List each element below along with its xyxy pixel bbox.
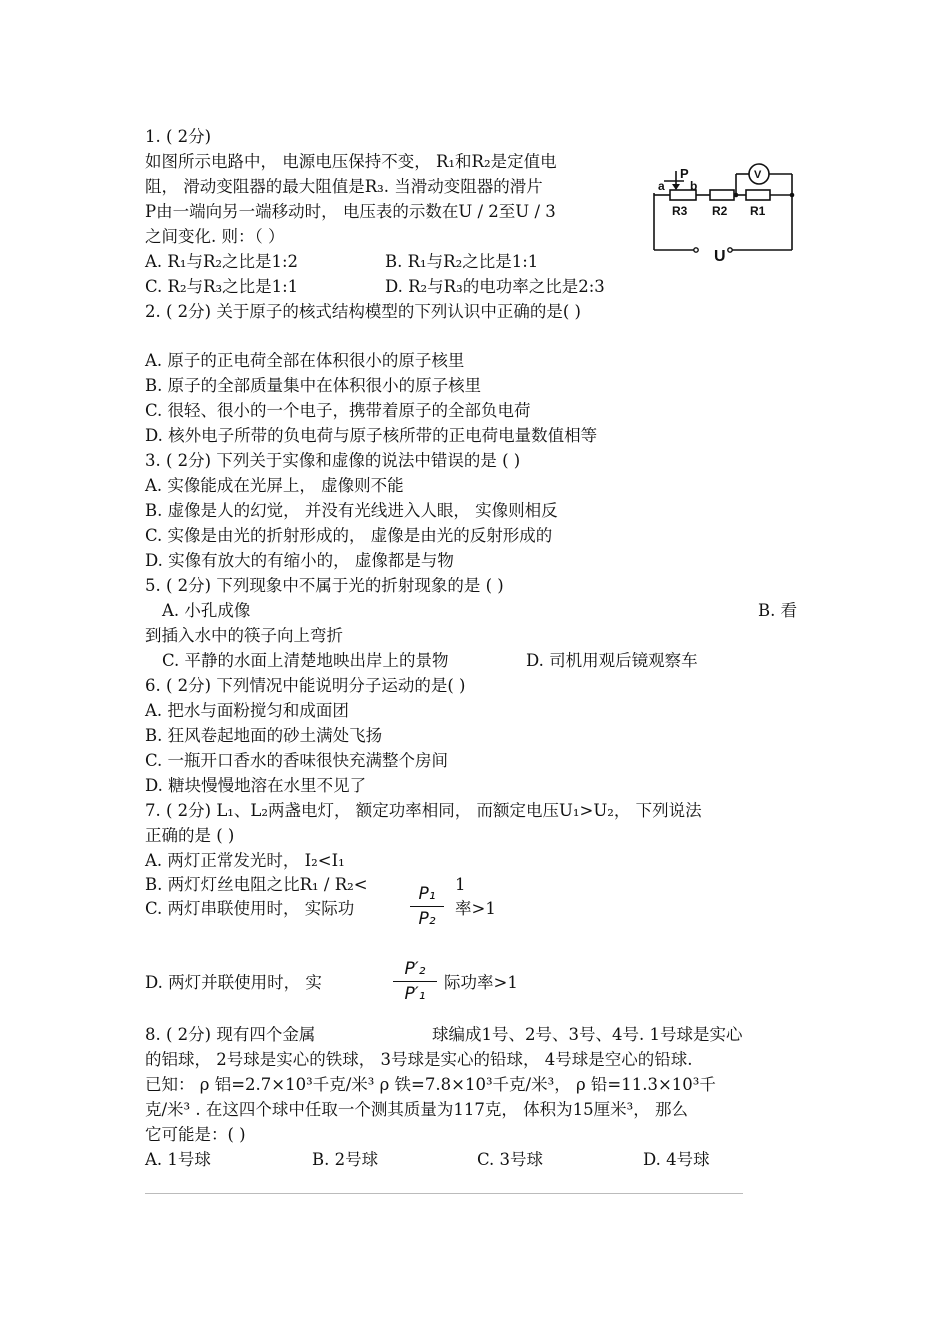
- q6-option-a: A. 把水与面粉搅匀和成面团: [145, 701, 349, 720]
- q3-option-b: B. 虚像是人的幻觉， 并没有光线进入人眼， 实像则相反: [145, 501, 558, 520]
- q7-option-a: A. 两灯正常发光时， I₂<I₁: [145, 851, 345, 870]
- q7-fraction-d: [393, 959, 437, 1004]
- q8-option-a: A. 1号球: [145, 1150, 211, 1169]
- label-a: a: [658, 179, 665, 193]
- q1-option-b: B. R₁与R₂之比是1:1: [385, 252, 539, 271]
- q2-option-d: D. 核外电子所带的负电荷与原子核所带的正电荷电量数值相等: [145, 426, 598, 445]
- q1-option-d: D. R₂与R₃的电功率之比是2:3: [385, 277, 605, 296]
- q7-option-b-value: 1: [455, 875, 466, 894]
- q7-text-line-2: 正确的是 ( ): [145, 826, 235, 845]
- q5-option-d: D. 司机用观后镜观察车: [526, 651, 698, 670]
- q3-option-d: D. 实像有放大的有缩小的， 虚像都是与物: [145, 551, 454, 570]
- q1-text-line-2: 阻， 滑动变阻器的最大阻值是R₃. 当滑动变阻器的滑片: [145, 177, 543, 196]
- q7-fraction-c: [410, 884, 444, 929]
- q8-option-b: B. 2号球: [312, 1150, 379, 1169]
- q6-heading: 6. ( 2分) 下列情况中能说明分子运动的是( ): [145, 676, 466, 695]
- q5-option-b-end: 到插入水中的筷子向上弯折: [145, 626, 343, 645]
- q7-heading: 7. ( 2分) L₁、L₂两盏电灯， 额定功率相同， 而额定电压U₁>U₂， 下列说法: [145, 801, 702, 820]
- q1-text-line-1: 如图所示电路中， 电源电压保持不变， R₁和R₂是定值电: [145, 152, 557, 171]
- q7-fraction-d-denominator: P′₁: [404, 984, 426, 1004]
- q8-text-line-2: 的铝球， 2号球是实心的铁球， 3号球是实心的铅球， 4号球是空心的铅球.: [145, 1050, 693, 1069]
- label-b: b: [690, 179, 698, 193]
- q7-fraction-d-numerator: P′₂: [404, 959, 426, 979]
- q6-option-c: C. 一瓶开口香水的香味很快充满整个房间: [145, 751, 449, 770]
- label-u: U: [714, 248, 726, 265]
- q1-text-line-3: P由一端向另一端移动时， 电压表的示数在U / 2至U / 3: [145, 202, 556, 221]
- circuit-diagram: [650, 155, 800, 270]
- q8-text-line-4: 克/米³ . 在这四个球中任取一个测其质量为117克， 体积为15厘米³， 那么: [145, 1100, 689, 1119]
- q1-option-a: A. R₁与R₂之比是1:2: [145, 252, 299, 271]
- q1-text-line-4: 之间变化. 则：（ ）: [145, 227, 285, 246]
- label-r2: R2: [712, 204, 728, 218]
- q2-option-a: A. 原子的正电荷全部在体积很小的原子核里: [145, 351, 465, 370]
- q5-option-c: C. 平静的水面上清楚地映出岸上的景物: [162, 651, 449, 670]
- q8-heading-right: 球编成1号、2号、3号、4号. 1号球是实心: [432, 1025, 743, 1044]
- q7-fraction-c-numerator: P₁: [418, 884, 436, 904]
- q7-option-d-left: D. 两灯并联使用时， 实: [145, 973, 322, 992]
- q8-option-c: C. 3号球: [477, 1150, 544, 1169]
- q1-option-c: C. R₂与R₃之比是1:1: [145, 277, 299, 296]
- resistor-r1: [746, 190, 770, 200]
- q8-text-line-5: 它可能是：( ): [145, 1125, 246, 1144]
- q2-heading: 2. ( 2分) 关于原子的核式结构模型的下列认识中正确的是( ): [145, 302, 581, 321]
- q7-option-d-right: 际功率>1: [444, 973, 518, 992]
- resistor-r2: [710, 190, 734, 200]
- q6-option-d: D. 糖块慢慢地溶在水里不见了: [145, 776, 367, 795]
- q8-option-d: D. 4号球: [643, 1150, 710, 1169]
- q7-option-c-left: C. 两灯串联使用时， 实际功: [145, 899, 355, 918]
- q5-option-b-start: B. 看: [758, 601, 798, 620]
- q8-heading-left: 8. ( 2分) 现有四个金属: [145, 1025, 316, 1044]
- q2-option-c: C. 很轻、很小的一个电子，携带着原子的全部负电荷: [145, 401, 531, 420]
- q2-option-b: B. 原子的全部质量集中在体积很小的原子核里: [145, 376, 482, 395]
- q5-heading: 5. ( 2分) 下列现象中不属于光的折射现象的是 ( ): [145, 576, 504, 595]
- q7-option-c-right: 率>1: [455, 899, 496, 918]
- q7-option-b: B. 两灯灯丝电阻之比R₁ / R₂<: [145, 875, 368, 894]
- q8-text-line-3: 已知： ρ 铝=2.7×10³千克/米³ ρ 铁=7.8×10³千克/米³， ρ 铅=11.3×10³千: [145, 1075, 716, 1094]
- label-r1: R1: [750, 204, 766, 218]
- q6-option-b: B. 狂风卷起地面的砂土满处飞扬: [145, 726, 383, 745]
- q3-heading: 3. ( 2分) 下列关于实像和虚像的说法中错误的是 ( ): [145, 451, 521, 470]
- q1-heading: 1. ( 2分): [145, 127, 212, 146]
- label-p: P: [680, 166, 689, 181]
- q5-option-a: A. 小孔成像: [162, 601, 251, 620]
- label-r3: R3: [672, 204, 688, 218]
- q3-option-c: C. 实像是由光的折射形成的， 虚像是由光的反射形成的: [145, 526, 553, 545]
- bottom-divider: [145, 1193, 743, 1194]
- q3-option-a: A. 实像能成在光屏上， 虚像则不能: [145, 476, 404, 495]
- q7-fraction-c-denominator: P₂: [418, 909, 436, 929]
- label-v: V: [754, 169, 762, 181]
